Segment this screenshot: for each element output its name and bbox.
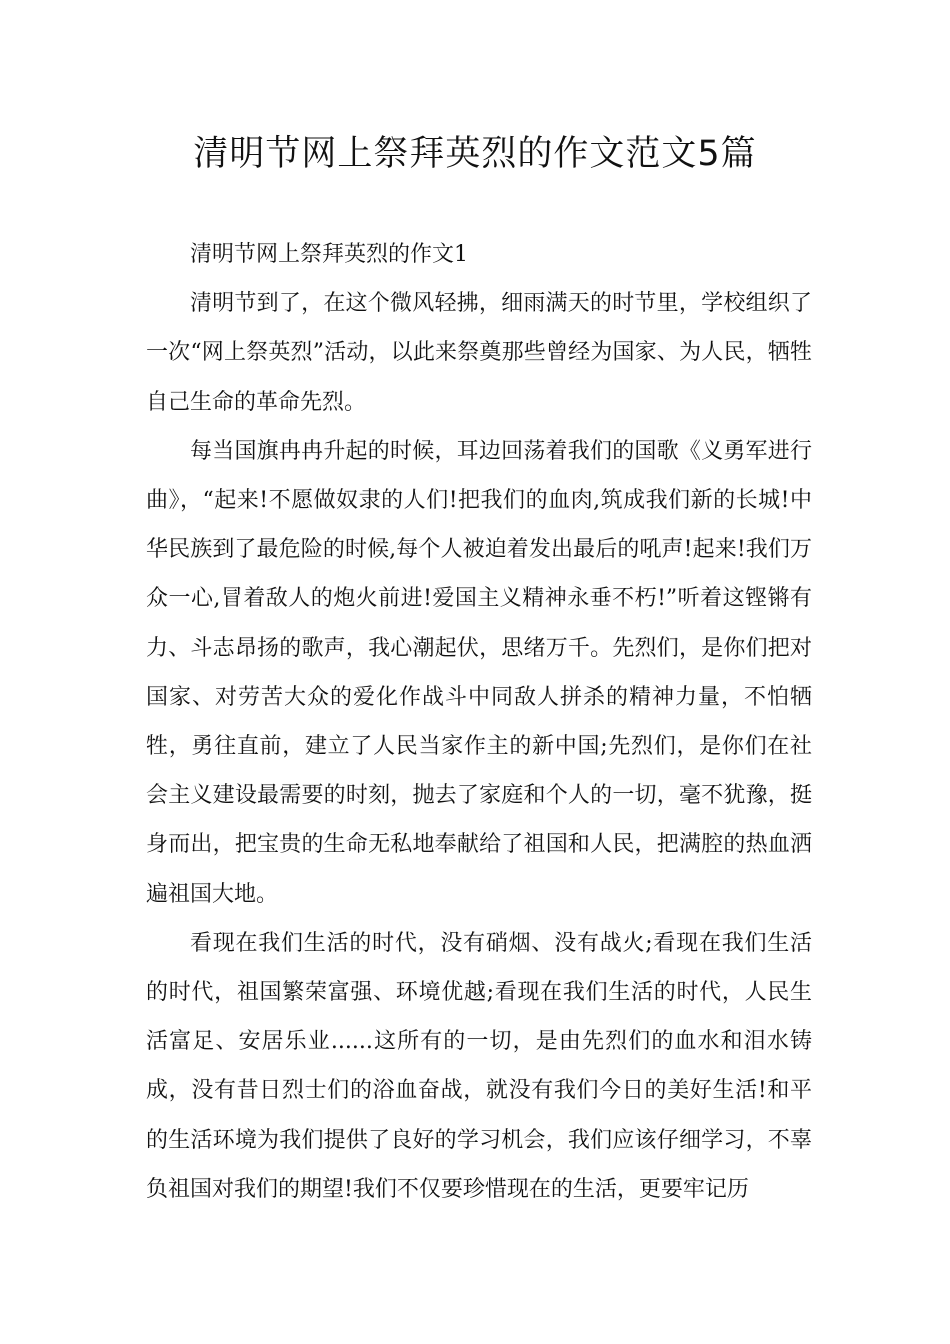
document-title: 清明节网上祭拜英烈的作文范文5篇 [193,134,757,174]
document-body [146,230,812,1214]
paragraph-2: 每当国旗冉冉升起的时候，耳边回荡着我们的国歌《义勇军进行曲》，“起来!不愿做奴隶的人们!把我们的血肉,筑成我们新的长城!中华民族到了最危险的时候,每个人被迫着发出最后的吼声!起来!我们万众一心,冒着敌人的炮火前进!爱国主义精神永垂不朽!”听着这铿锵有力、斗志昂扬的歌声，我心潮起伏，思绪万千。先烈们，是你们把对国家、对劳苦大众的爱化作战斗中同敌人拼杀的精神力量，不怕牺牲，勇往直前，建立了人民当家作主的新中国;先烈们，是你们在社会主义建设最需要的时刻，抛去了家庭和个人的一切，毫不犹豫，挺身而出，把宝贵的生命无私地奉献给了祖国和人民，把满腔的热血洒遍祖国大地。 [146,438,812,907]
paragraph-3: 看现在我们生活的时代，没有硝烟、没有战火;看现在我们生活的时代，祖国繁荣富强、环境优越;看现在我们生活的时代，人民生活富足、安居乐业......这所有的一切，是由先烈们的血水和泪水铸成，没有昔日烈士们的浴血奋战，就没有我们今日的美好生活!和平的生活环境为我们提供了良好的学习机会，我们应该仔细学习，不辜负祖国对我们的期望!我们不仅要珍惜现在的生活，更要牢记历 [146,930,812,1202]
section-heading: 清明节网上祭拜英烈的作文1 [190,242,468,267]
paragraph-1: 清明节到了，在这个微风轻拂，细雨满天的时节里，学校组织了一次“网上祭英烈”活动，以此来祭奠那些曾经为国家、为人民，牺牲自己生命的革命先烈。 [146,291,812,415]
